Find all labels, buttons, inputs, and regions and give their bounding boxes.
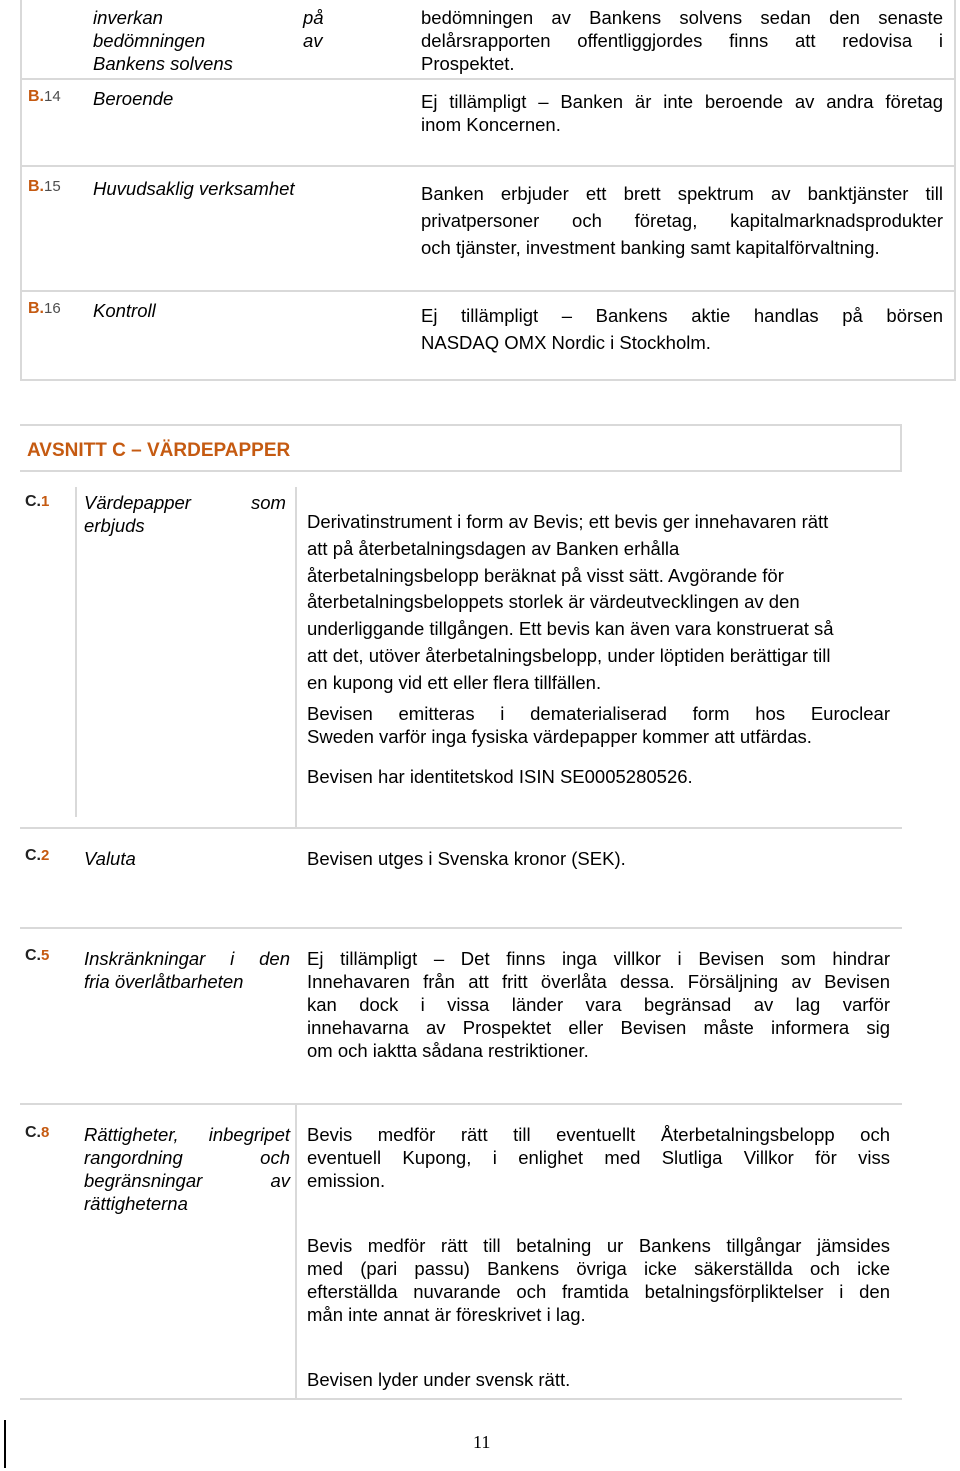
text-line: Bevisen emitteras i dematerialiserad form hos Euroclear [307,703,890,724]
topic-line: begränsningar av [84,1170,290,1191]
text-line: att det, utöver återbetalningsbelopp, under löptiden berättigar till [307,644,831,666]
text-line: underliggande tillgången. Ett bevis kan även vara konstruerat så [307,618,834,640]
topic-line: rangordning och [84,1147,290,1168]
topic-line: rättigheterna [84,1193,188,1214]
text-line: Prospektet. [421,53,515,74]
table-border-bottom [20,379,956,381]
code-prefix: C. [25,847,41,864]
row-topic-right [303,6,343,52]
column-divider [295,1105,297,1398]
row-text: Bevisen utges i Svenska kronor (SEK). [307,848,626,869]
text-line: Ej tillämpligt – Det finns inga villkor i Bevisen som hindrar [307,948,890,969]
row-topic: Huvudsaklig verksamhet [93,178,295,199]
code-number: 1 [41,493,50,510]
row-text: Bevisen lyder under svensk rätt. [307,1369,571,1390]
text-line: bedömningen av Bankens solvens sedan den senaste [421,7,943,28]
table-border-left [20,0,22,381]
topic-line: inverkan [93,7,163,28]
text-line: Banken erbjuder ett brett spektrum av banktjänster till [421,183,943,204]
text-line: efterställda nuvarande och framtida betalningsförpliktelser i den [307,1281,890,1302]
row-divider [20,1103,902,1105]
code-number: 16 [44,300,61,317]
code-prefix: B. [28,300,44,317]
code-number: 15 [44,178,61,195]
element-code-b14 [28,88,61,106]
row-text [307,947,890,1062]
row-topic: erbjuds [84,515,145,536]
row-divider [20,165,956,167]
row-text [421,90,943,136]
section-heading: AVSNITT C – VÄRDEPAPPER [27,440,291,461]
code-prefix: C. [25,1124,41,1141]
row-text [307,702,890,748]
text-line: återbetalningsbeloppets storlek är värdeutvecklingen av den [307,591,800,613]
row-topic [93,6,333,75]
row-text [421,180,943,261]
text-line: emission. [307,1170,386,1191]
row-divider [20,290,956,292]
topic-line: Inskränkningar i den [84,948,290,969]
row-topic [84,947,290,993]
element-code-b15 [28,178,61,196]
element-code-c2 [25,847,49,865]
element-code-c1 [25,493,49,511]
topic-line: Bankens solvens [93,53,233,74]
code-number: 8 [41,1124,50,1141]
table-border-right [954,0,956,381]
text-line: eventuell Kupong, i enlighet med Slutliga Villkor för viss [307,1147,890,1168]
row-divider [20,78,956,80]
text-line: återbetalningsbelopp beräknat på visst sätt. Avgörande för [307,564,784,586]
text-line: Bevis medför rätt till betalning ur Bankens tillgångar jämsides [307,1235,890,1256]
code-number: 2 [41,847,50,864]
row-topic: Kontroll [93,300,156,321]
topic-line: fria överlåtbarheten [84,971,244,992]
text-line: innehavarna av Prospektet eller Bevisen måste informera sig [307,1017,890,1038]
text-line: kan dock i vissa länder vara begränsad av lag varför [307,994,890,1015]
row-text [307,509,887,697]
text-line: mån inte annat är föreskrivet i lag. [307,1304,586,1325]
code-prefix: C. [25,947,41,964]
text-line: Ej tillämpligt – Banken är inte beroende av andra företag [421,91,943,112]
text-line: Innehavaren från att fritt överlåta dessa. Försäljning av Bevisen [307,971,890,992]
margin-bar [4,1420,6,1468]
row-topic-right: som [251,492,286,513]
row-text [421,6,943,75]
heading-border-top [20,424,902,426]
row-text [307,1123,890,1192]
heading-border-bottom [20,470,902,472]
page-number: 11 [473,1432,491,1452]
text-line: Bevis medför rätt till eventuellt Återbetalningsbelopp och [307,1124,890,1145]
topic-word: på [303,7,324,28]
topic-line: bedömningen [93,30,206,51]
text-line: privatpersoner och företag, kapitalmarknadsprodukter [421,210,943,231]
text-line: Derivatinstrument i form av Bevis; ett bevis ger innehavaren rätt [307,511,829,532]
column-divider [75,487,77,817]
code-prefix: B. [28,88,44,105]
topic-line: Rättigheter, inbegripet [84,1124,290,1145]
element-code-c5 [25,947,49,965]
text-line: inom Koncernen. [421,114,561,135]
row-topic: Valuta [84,848,136,869]
text-line: om och iaktta sådana restriktioner. [307,1040,589,1061]
element-code-b16 [28,300,61,318]
text-line: med (pari passu) Bankens övriga icke säkerställda och icke [307,1258,890,1279]
row-divider [20,827,902,829]
row-topic: Beroende [93,88,174,109]
text-line: en kupong vid ett eller flera tillfällen. [307,671,602,693]
code-number: 5 [41,947,50,964]
element-code-c8 [25,1124,49,1142]
row-divider [20,927,902,929]
topic-word: av [303,30,323,51]
text-line: att på återbetalningsdagen av Banken erhålla [307,537,680,559]
code-prefix: C. [25,493,41,510]
heading-border-right [900,424,902,472]
text-line: Ej tillämpligt – Bankens aktie handlas på börsen [421,305,943,326]
row-text [307,1234,890,1326]
code-number: 14 [44,88,61,105]
row-text: Bevisen har identitetskod ISIN SE0005280526. [307,766,693,787]
text-line: och tjänster, investment banking samt kapitalförvaltning. [421,237,880,258]
row-text [421,302,943,356]
code-prefix: B. [28,178,44,195]
text-line: Sweden varför inga fysiska värdepapper kommer att utfärdas. [307,726,812,747]
row-topic: Värdepapper [84,492,191,513]
text-line: delårsrapporten offentliggjordes finns att redovisa i [421,30,943,51]
text-line: NASDAQ OMX Nordic i Stockholm. [421,332,711,353]
row-topic [84,1123,290,1215]
row-divider [20,1398,902,1400]
column-divider [295,487,297,827]
